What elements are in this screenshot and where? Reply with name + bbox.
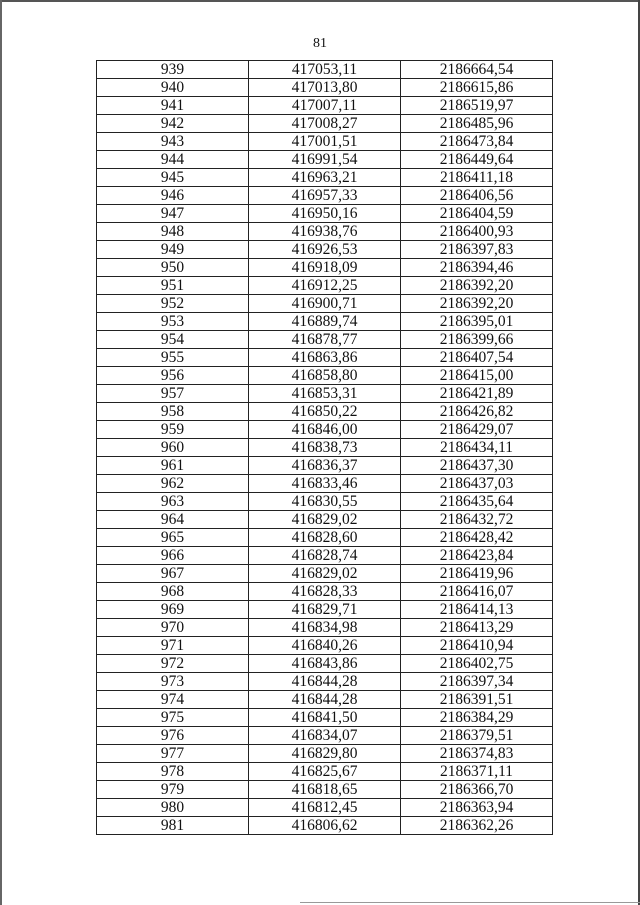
x-coordinate-cell: 416846,00 [249, 421, 401, 439]
point-number-cell: 944 [97, 151, 249, 169]
point-number-cell: 968 [97, 583, 249, 601]
point-number-cell: 964 [97, 511, 249, 529]
y-coordinate-cell: 2186473,84 [401, 133, 553, 151]
table-row [97, 763, 553, 781]
y-coordinate-cell: 2186428,42 [401, 529, 553, 547]
table-row [97, 709, 553, 727]
table-row [97, 619, 553, 637]
y-coordinate-cell: 2186485,96 [401, 115, 553, 133]
x-coordinate-cell: 416858,80 [249, 367, 401, 385]
y-coordinate-cell: 2186397,34 [401, 673, 553, 691]
y-coordinate-cell: 2186435,64 [401, 493, 553, 511]
x-coordinate-cell: 416844,28 [249, 691, 401, 709]
y-coordinate-cell: 2186363,94 [401, 799, 553, 817]
point-number-cell: 973 [97, 673, 249, 691]
y-coordinate-cell: 2186404,59 [401, 205, 553, 223]
point-number-cell: 977 [97, 745, 249, 763]
x-coordinate-cell: 416889,74 [249, 313, 401, 331]
y-coordinate-cell: 2186416,07 [401, 583, 553, 601]
point-number-cell: 960 [97, 439, 249, 457]
y-coordinate-cell: 2186392,20 [401, 277, 553, 295]
table-row [97, 583, 553, 601]
table-row [97, 187, 553, 205]
point-number-cell: 951 [97, 277, 249, 295]
y-coordinate-cell: 2186411,18 [401, 169, 553, 187]
x-coordinate-cell: 416829,02 [249, 511, 401, 529]
y-coordinate-cell: 2186399,66 [401, 331, 553, 349]
table-row [97, 97, 553, 115]
x-coordinate-cell: 416844,28 [249, 673, 401, 691]
table-row [97, 421, 553, 439]
x-coordinate-cell: 416863,86 [249, 349, 401, 367]
x-coordinate-cell: 417053,11 [249, 61, 401, 79]
y-coordinate-cell: 2186423,84 [401, 547, 553, 565]
table-row [97, 349, 553, 367]
y-coordinate-cell: 2186395,01 [401, 313, 553, 331]
point-number-cell: 952 [97, 295, 249, 313]
table-row [97, 367, 553, 385]
x-coordinate-cell: 416828,33 [249, 583, 401, 601]
table-row [97, 673, 553, 691]
x-coordinate-cell: 416836,37 [249, 457, 401, 475]
table-row [97, 781, 553, 799]
point-number-cell: 945 [97, 169, 249, 187]
table-row [97, 151, 553, 169]
table-row [97, 727, 553, 745]
y-coordinate-cell: 2186434,11 [401, 439, 553, 457]
y-coordinate-cell: 2186615,86 [401, 79, 553, 97]
point-number-cell: 975 [97, 709, 249, 727]
table-row [97, 331, 553, 349]
y-coordinate-cell: 2186407,54 [401, 349, 553, 367]
x-coordinate-cell: 416853,31 [249, 385, 401, 403]
table-row [97, 295, 553, 313]
y-coordinate-cell: 2186392,20 [401, 295, 553, 313]
x-coordinate-cell: 416841,50 [249, 709, 401, 727]
scan-edge-bottom [300, 902, 640, 903]
y-coordinate-cell: 2186406,56 [401, 187, 553, 205]
table-row [97, 79, 553, 97]
scan-edge-top [0, 0, 640, 2]
y-coordinate-cell: 2186519,97 [401, 97, 553, 115]
y-coordinate-cell: 2186379,51 [401, 727, 553, 745]
point-number-cell: 955 [97, 349, 249, 367]
point-number-cell: 954 [97, 331, 249, 349]
table-row [97, 565, 553, 583]
point-number-cell: 981 [97, 817, 249, 835]
x-coordinate-cell: 416828,60 [249, 529, 401, 547]
point-number-cell: 980 [97, 799, 249, 817]
table-row [97, 133, 553, 151]
point-number-cell: 972 [97, 655, 249, 673]
x-coordinate-cell: 416829,71 [249, 601, 401, 619]
point-number-cell: 965 [97, 529, 249, 547]
y-coordinate-cell: 2186437,03 [401, 475, 553, 493]
point-number-cell: 979 [97, 781, 249, 799]
table-row [97, 817, 553, 835]
y-coordinate-cell: 2186414,13 [401, 601, 553, 619]
y-coordinate-cell: 2186410,94 [401, 637, 553, 655]
x-coordinate-cell: 416829,80 [249, 745, 401, 763]
table-row [97, 475, 553, 493]
point-number-cell: 971 [97, 637, 249, 655]
table-row [97, 691, 553, 709]
x-coordinate-cell: 416818,65 [249, 781, 401, 799]
y-coordinate-cell: 2186449,64 [401, 151, 553, 169]
point-number-cell: 946 [97, 187, 249, 205]
point-number-cell: 942 [97, 115, 249, 133]
table-row [97, 799, 553, 817]
table-row [97, 511, 553, 529]
table-row [97, 61, 553, 79]
x-coordinate-cell: 416963,21 [249, 169, 401, 187]
point-number-cell: 956 [97, 367, 249, 385]
x-coordinate-cell: 416843,86 [249, 655, 401, 673]
x-coordinate-cell: 416938,76 [249, 223, 401, 241]
table-row [97, 601, 553, 619]
table-row [97, 313, 553, 331]
y-coordinate-cell: 2186421,89 [401, 385, 553, 403]
table-row [97, 403, 553, 421]
table-row [97, 205, 553, 223]
point-number-cell: 947 [97, 205, 249, 223]
table-row [97, 259, 553, 277]
x-coordinate-cell: 416900,71 [249, 295, 401, 313]
x-coordinate-cell: 416834,98 [249, 619, 401, 637]
point-number-cell: 941 [97, 97, 249, 115]
y-coordinate-cell: 2186371,11 [401, 763, 553, 781]
y-coordinate-cell: 2186402,75 [401, 655, 553, 673]
point-number-cell: 969 [97, 601, 249, 619]
table-row [97, 493, 553, 511]
point-number-cell: 967 [97, 565, 249, 583]
x-coordinate-cell: 416950,16 [249, 205, 401, 223]
y-coordinate-cell: 2186397,83 [401, 241, 553, 259]
point-number-cell: 949 [97, 241, 249, 259]
x-coordinate-cell: 416838,73 [249, 439, 401, 457]
table-row [97, 457, 553, 475]
point-number-cell: 948 [97, 223, 249, 241]
table-row [97, 223, 553, 241]
table-row [97, 385, 553, 403]
point-number-cell: 958 [97, 403, 249, 421]
y-coordinate-cell: 2186415,00 [401, 367, 553, 385]
y-coordinate-cell: 2186419,96 [401, 565, 553, 583]
x-coordinate-cell: 417013,80 [249, 79, 401, 97]
y-coordinate-cell: 2186384,29 [401, 709, 553, 727]
y-coordinate-cell: 2186432,72 [401, 511, 553, 529]
table-row [97, 529, 553, 547]
x-coordinate-cell: 416926,53 [249, 241, 401, 259]
table-row [97, 277, 553, 295]
y-coordinate-cell: 2186400,93 [401, 223, 553, 241]
x-coordinate-cell: 416830,55 [249, 493, 401, 511]
y-coordinate-cell: 2186664,54 [401, 61, 553, 79]
point-number-cell: 962 [97, 475, 249, 493]
table-row [97, 547, 553, 565]
y-coordinate-cell: 2186394,46 [401, 259, 553, 277]
table-row [97, 115, 553, 133]
table-row [97, 637, 553, 655]
point-number-cell: 978 [97, 763, 249, 781]
x-coordinate-cell: 416828,74 [249, 547, 401, 565]
x-coordinate-cell: 416834,07 [249, 727, 401, 745]
point-number-cell: 966 [97, 547, 249, 565]
point-number-cell: 943 [97, 133, 249, 151]
x-coordinate-cell: 416912,25 [249, 277, 401, 295]
y-coordinate-cell: 2186374,83 [401, 745, 553, 763]
point-number-cell: 940 [97, 79, 249, 97]
x-coordinate-cell: 416957,33 [249, 187, 401, 205]
y-coordinate-cell: 2186426,82 [401, 403, 553, 421]
point-number-cell: 953 [97, 313, 249, 331]
table-row [97, 169, 553, 187]
point-number-cell: 950 [97, 259, 249, 277]
x-coordinate-cell: 416833,46 [249, 475, 401, 493]
x-coordinate-cell: 416918,09 [249, 259, 401, 277]
x-coordinate-cell: 416991,54 [249, 151, 401, 169]
x-coordinate-cell: 416829,02 [249, 565, 401, 583]
table-row [97, 439, 553, 457]
x-coordinate-cell: 417001,51 [249, 133, 401, 151]
y-coordinate-cell: 2186437,30 [401, 457, 553, 475]
coordinates-table [96, 60, 553, 835]
page-number: 81 [313, 36, 327, 51]
point-number-cell: 939 [97, 61, 249, 79]
x-coordinate-cell: 417008,27 [249, 115, 401, 133]
x-coordinate-cell: 416878,77 [249, 331, 401, 349]
table-row [97, 241, 553, 259]
point-number-cell: 976 [97, 727, 249, 745]
table-row [97, 655, 553, 673]
point-number-cell: 974 [97, 691, 249, 709]
x-coordinate-cell: 416850,22 [249, 403, 401, 421]
table-row [97, 745, 553, 763]
y-coordinate-cell: 2186391,51 [401, 691, 553, 709]
x-coordinate-cell: 416812,45 [249, 799, 401, 817]
y-coordinate-cell: 2186413,29 [401, 619, 553, 637]
point-number-cell: 957 [97, 385, 249, 403]
scan-edge-left [0, 0, 2, 905]
x-coordinate-cell: 417007,11 [249, 97, 401, 115]
x-coordinate-cell: 416806,62 [249, 817, 401, 835]
x-coordinate-cell: 416825,67 [249, 763, 401, 781]
point-number-cell: 959 [97, 421, 249, 439]
y-coordinate-cell: 2186429,07 [401, 421, 553, 439]
y-coordinate-cell: 2186362,26 [401, 817, 553, 835]
point-number-cell: 970 [97, 619, 249, 637]
coordinates-table-body [97, 61, 553, 835]
y-coordinate-cell: 2186366,70 [401, 781, 553, 799]
point-number-cell: 961 [97, 457, 249, 475]
x-coordinate-cell: 416840,26 [249, 637, 401, 655]
point-number-cell: 963 [97, 493, 249, 511]
